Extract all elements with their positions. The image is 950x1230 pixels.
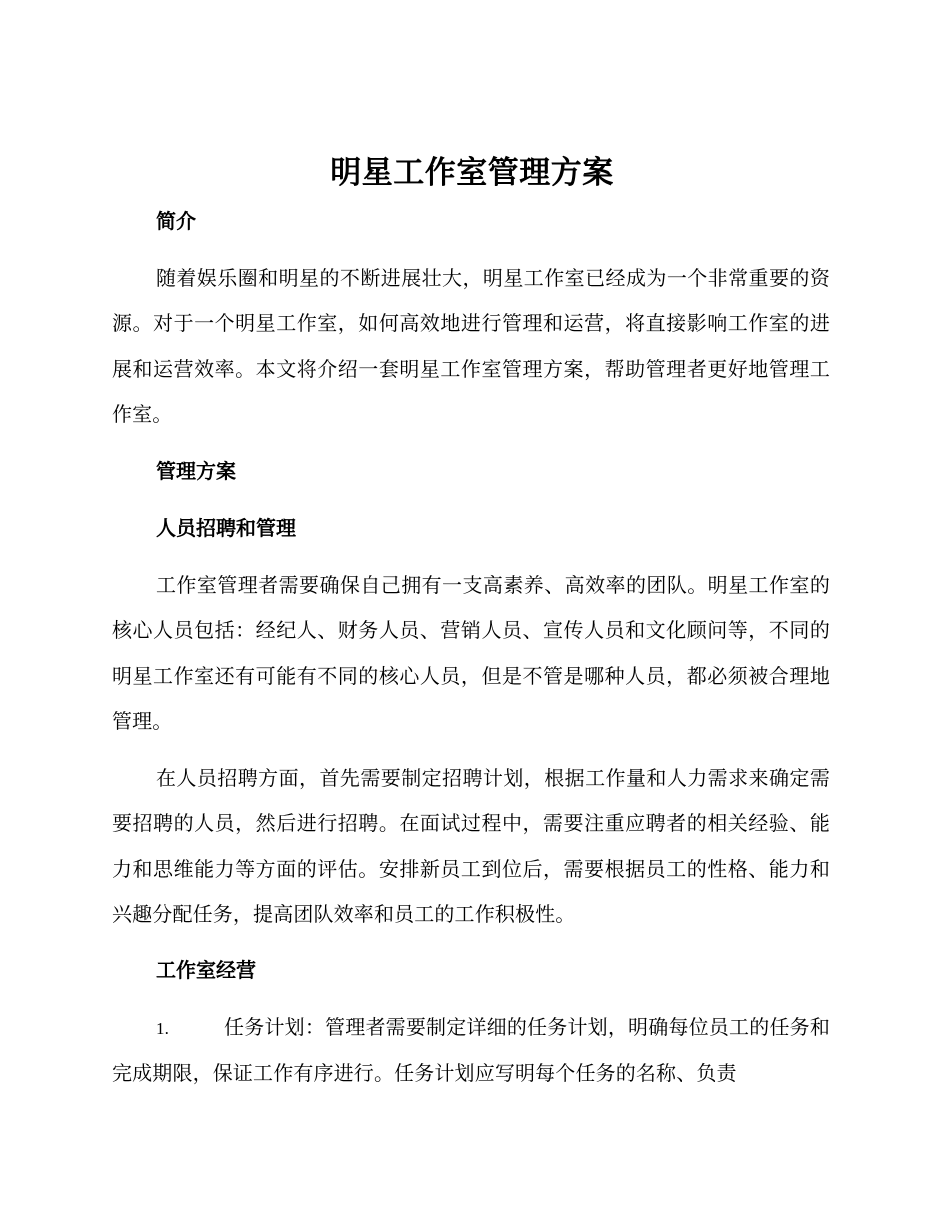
document-title: 明星工作室管理方案 bbox=[330, 155, 614, 191]
intro-paragraph: 随着娱乐圈和明星的不断进展壮大，明星工作室已经成为一个非常重要的资源。对于一个明星工作室，如何高效地进行管理和运营，将直接影响工作室的进展和运营效率。本文将介绍一套明星工作室管理方案，帮助管理者更好地管理工作室。 bbox=[112, 266, 830, 427]
list-item-number: 1. bbox=[156, 1019, 170, 1038]
section-heading-plan: 管理方案 bbox=[156, 459, 236, 483]
recruit-paragraph-2: 在人员招聘方面，首先需要制定招聘计划，根据工作量和人力需求来确定需要招聘的人员，然后进行招聘。在面试过程中，需要注重应聘者的相关经验、能力和思维能力等方面的评估。安排新员工到位后，需要根据员工的性格、能力和兴趣分配任务，提高团队效率和员工的工作积极性。 bbox=[112, 766, 830, 927]
list-item-text: 任务计划：管理者需要制定详细的任务计划，明确每位员工的任务和完成期限，保证工作有序进行。任务计划应写明每个任务的名称、负责 bbox=[112, 1015, 830, 1086]
list-item bbox=[112, 1005, 830, 1097]
section-heading-recruit: 人员招聘和管理 bbox=[156, 516, 296, 540]
recruit-paragraph-1: 工作室管理者需要确保自己拥有一支高素养、高效率的团队。明星工作室的核心人员包括：经纪人、财务人员、营销人员、宣传人员和文化顾问等，不同的明星工作室还有可能有不同的核心人员，但是不管是哪种人员，都必须被合理地管理。 bbox=[112, 573, 830, 734]
section-heading-intro: 简介 bbox=[156, 209, 196, 233]
section-heading-operation: 工作室经营 bbox=[156, 958, 256, 982]
